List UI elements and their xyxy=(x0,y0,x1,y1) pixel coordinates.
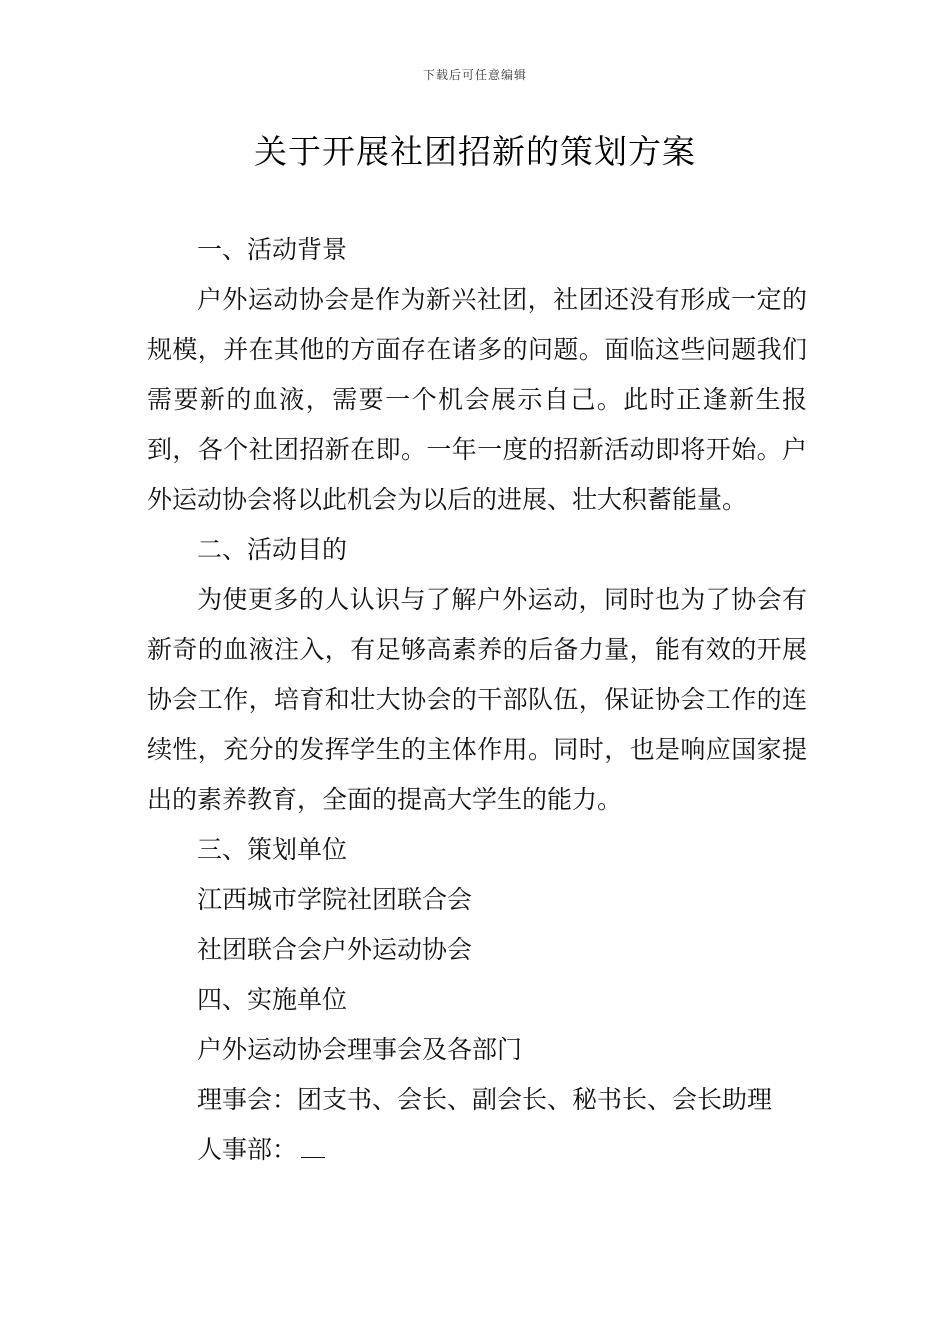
personnel-dept-label: 人事部： xyxy=(197,1135,298,1164)
section-heading-purpose: 二、活动目的 xyxy=(197,535,348,564)
planning-unit-1: 江西城市学院社团联合会 xyxy=(197,885,473,914)
paragraph-purpose: 为使更多的人认识与了解户外运动，同时也为了协会有新奇的血液注入，有足够高素养的后备力量，能有效的开展协会工作，培育和壮大协会的干部队伍，保证协会工作的连续性，充分的发挥学生的主体作用。同时，也是响应国家提出的素养教育，全面的提高大学生的能力。 xyxy=(147,585,807,814)
header-note: 下载后可任意编辑 xyxy=(422,68,527,82)
section-heading-implementing-unit: 四、实施单位 xyxy=(197,985,348,1014)
document-title: 关于开展社团招新的策划方案 xyxy=(254,132,696,171)
personnel-dept-line xyxy=(147,1125,807,1175)
blank-underline xyxy=(301,1139,325,1158)
section-heading-planning-unit: 三、策划单位 xyxy=(197,835,348,864)
planning-unit-2: 社团联合会户外运动协会 xyxy=(197,935,473,964)
paragraph-background: 户外运动协会是作为新兴社团，社团还没有形成一定的规模，并在其他的方面存在诸多的问题。面临这些问题我们需要新的血液，需要一个机会展示自己。此时正逢新生报到，各个社团招新在即。一年一度的招新活动即将开始。户外运动协会将以此机会为以后的进展、壮大积蓄能量。 xyxy=(147,285,807,514)
implementing-unit: 户外运动协会理事会及各部门 xyxy=(197,1035,523,1064)
council-members: 理事会：团支书、会长、副会长、秘书长、会长助理 xyxy=(197,1085,773,1114)
document-body xyxy=(147,225,807,1175)
section-heading-background: 一、活动背景 xyxy=(197,235,348,264)
